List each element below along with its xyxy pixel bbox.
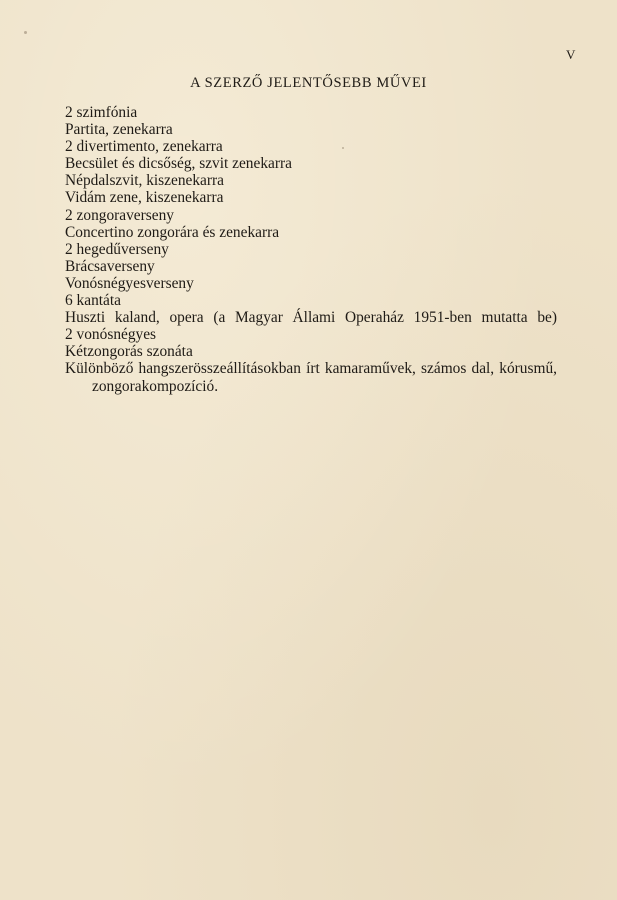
works-list <box>65 104 557 395</box>
list-item: Különböző hangszerösszeállításokban írt kamaraművek, számos dal, kórusmű, zongorakompozíció. <box>65 360 557 395</box>
list-item: Becsület és dicsőség, szvit zenekarra <box>65 155 292 173</box>
list-item: Népdalszvit, kiszenekarra <box>65 172 224 190</box>
list-item: 2 szimfónia <box>65 104 138 121</box>
list-item: 2 hegedűverseny <box>65 240 169 258</box>
list-item: Partita, zenekarra <box>65 121 173 139</box>
page-number: V <box>566 47 576 62</box>
list-item: Concertino zongorára és zenekarra <box>65 223 280 241</box>
list-item: Vonósnégyesverseny <box>65 274 194 292</box>
list-item: 2 zongoraverseny <box>65 206 174 224</box>
paper-speck <box>24 31 27 34</box>
list-item: 2 vonósnégyes <box>65 326 157 344</box>
list-item: 2 divertimento, zenekarra <box>65 138 223 156</box>
page-title: A SZERZŐ JELENTŐSEBB MŰVEI <box>190 75 427 91</box>
list-item: 6 kantáta <box>65 292 121 310</box>
list-item: Huszti kaland, opera (a Magyar Állami Operaház 1951-ben mutatta be) <box>65 309 557 327</box>
list-item: Kétzongorás szonáta <box>65 343 193 361</box>
list-item: Brácsaverseny <box>65 257 155 275</box>
list-item: Vidám zene, kiszenekarra <box>65 189 224 207</box>
